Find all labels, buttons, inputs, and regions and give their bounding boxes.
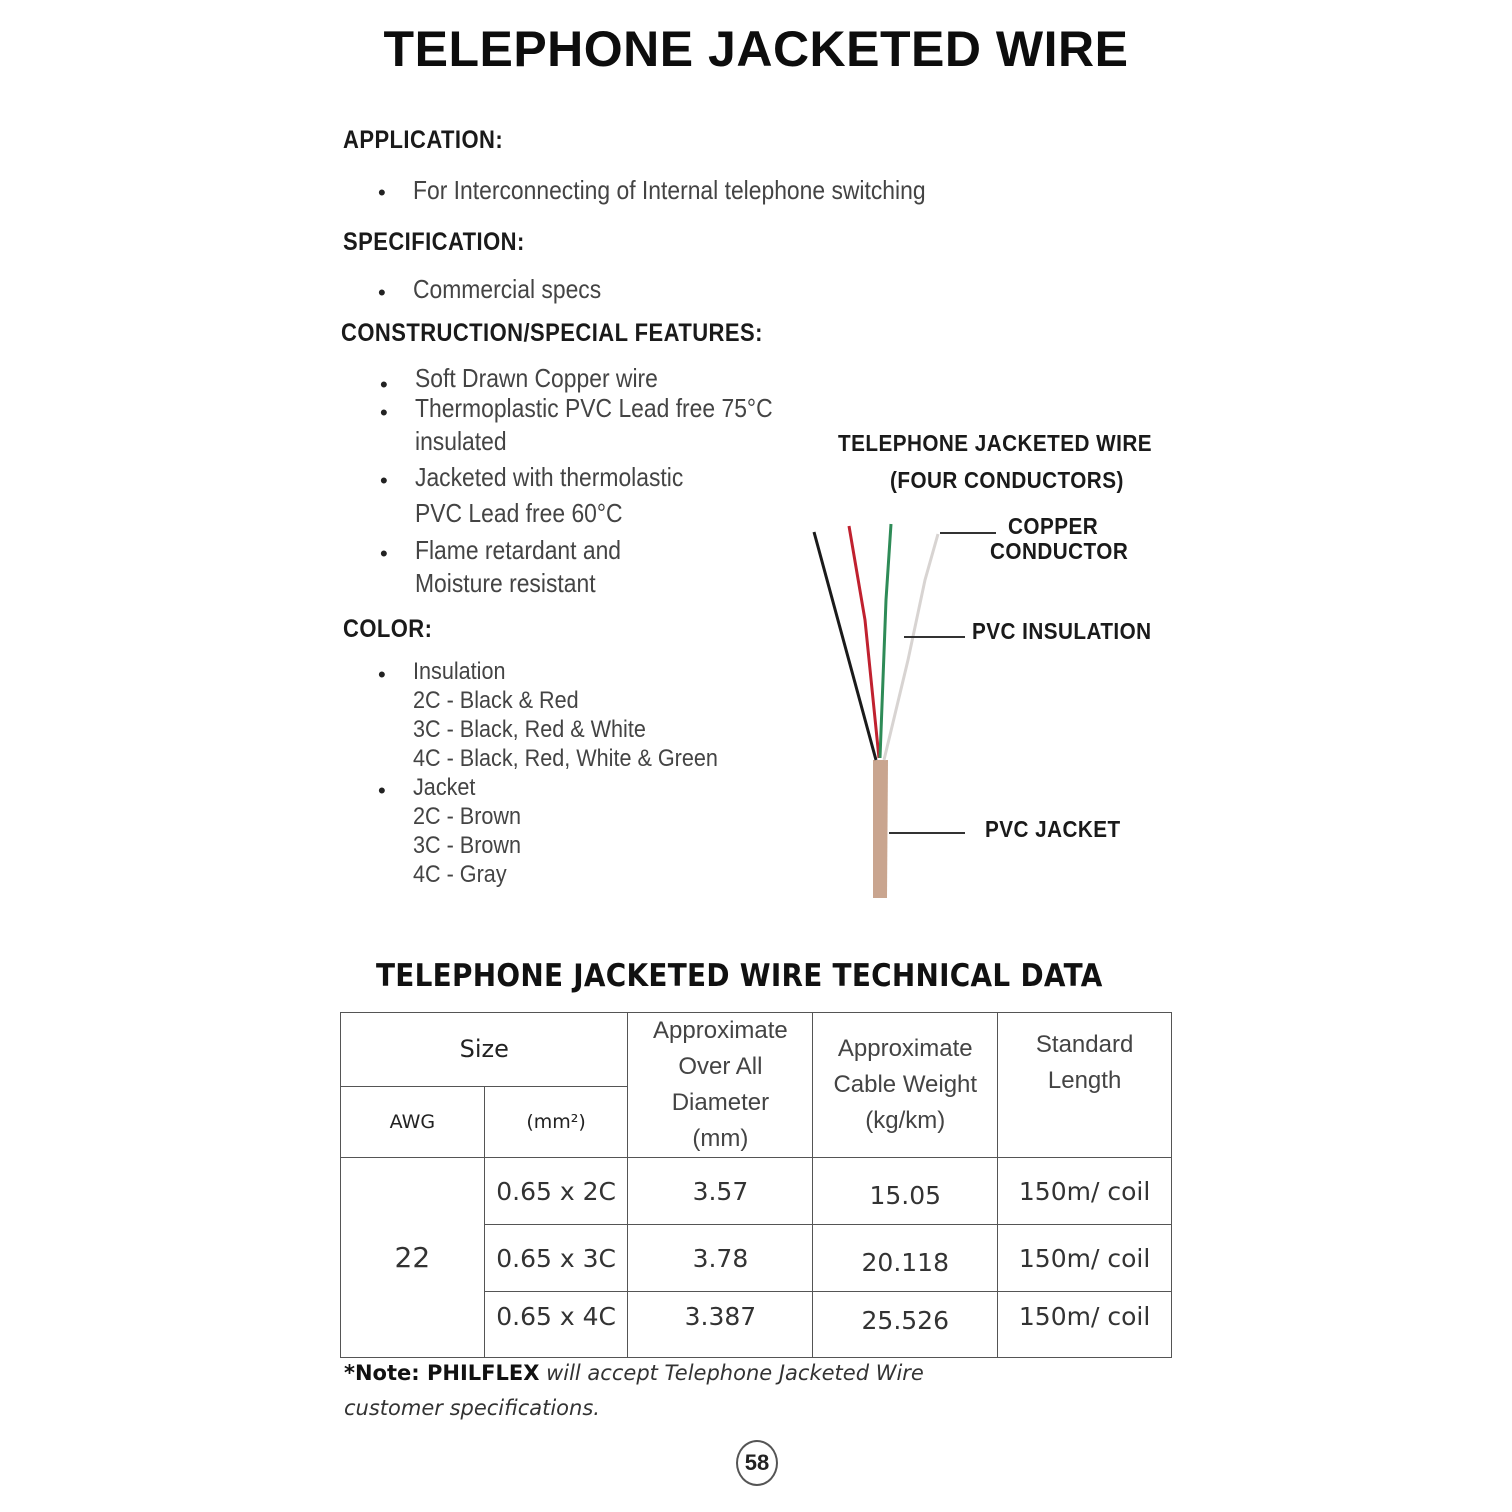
specification-item: Commercial specs: [413, 274, 602, 304]
awg-value: 22: [341, 1158, 485, 1358]
header-weight-line3: (kg/km): [865, 1107, 946, 1134]
cell-size: 0.65 x 3C: [484, 1225, 628, 1292]
header-length: [998, 1013, 1172, 1158]
header-diameter: [628, 1013, 813, 1158]
cell-length: 150m/ coil: [998, 1225, 1172, 1292]
header-weight-line2: Cable Weight: [833, 1071, 978, 1098]
bullet-icon: •: [380, 468, 388, 493]
header-diameter-line1: Approximate: [653, 1017, 788, 1044]
technical-data-title: TELEPHONE JACKETED WIRE TECHNICAL DATA: [376, 958, 1103, 994]
header-awg: AWG: [341, 1086, 485, 1157]
cell-size: 0.65 x 4C: [484, 1292, 628, 1358]
insulation-label: PVC INSULATION: [972, 618, 1152, 644]
header-diameter-line3: (mm): [692, 1125, 749, 1152]
construction-item: Jacketed with thermolastic: [415, 462, 684, 492]
wire-diagram-icon: [800, 510, 1000, 910]
header-length-line2: Length: [1047, 1067, 1122, 1094]
construction-item: Thermoplastic PVC Lead free 75°C: [415, 393, 773, 423]
cell-diameter: 3.57: [628, 1158, 813, 1225]
construction-item: Flame retardant and: [415, 535, 622, 565]
bullet-icon: •: [378, 180, 386, 205]
insulation-3c: 3C - Black, Red & White: [413, 716, 646, 743]
cell-weight: 15.05: [813, 1158, 998, 1225]
page-number: 58: [736, 1440, 778, 1486]
application-item: For Interconnecting of Internal telephone switching: [413, 175, 926, 205]
note-line2: customer specifications.: [344, 1396, 600, 1420]
header-diameter-line2: Over All Diameter: [671, 1053, 770, 1116]
bullet-icon: •: [378, 778, 386, 803]
cell-diameter: 3.78: [628, 1225, 813, 1292]
header-length-line1: Standard: [1035, 1031, 1134, 1058]
bullet-icon: •: [380, 541, 388, 566]
jacket-label: PVC JACKET: [985, 816, 1121, 842]
cell-diameter: 3.387: [628, 1292, 813, 1358]
jacket-3c: 3C - Brown: [413, 832, 522, 859]
note-prefix: *Note: PHILFLEX: [344, 1361, 540, 1385]
page-title: TELEPHONE JACKETED WIRE: [383, 21, 1129, 77]
bullet-icon: •: [378, 662, 386, 687]
jacket-colors: [413, 773, 521, 889]
bullet-icon: •: [380, 400, 388, 425]
jacket-label: Jacket: [413, 774, 476, 801]
insulation-4c: 4C - Black, Red, White & Green: [413, 745, 718, 772]
note-line1: will accept Telephone Jacketed Wire: [539, 1361, 924, 1385]
insulation-2c: 2C - Black & Red: [413, 687, 579, 714]
construction-item-cont: PVC Lead free 60°C: [415, 498, 623, 528]
header-size: Size: [341, 1013, 628, 1087]
cell-size: 0.65 x 2C: [484, 1158, 628, 1225]
header-mm2: (mm²): [484, 1086, 628, 1157]
diagram-title-line1: TELEPHONE JACKETED WIRE: [838, 430, 1152, 456]
header-weight-line1: Approximate: [837, 1035, 973, 1062]
copper-label-line2: CONDUCTOR: [990, 538, 1129, 564]
bullet-icon: •: [380, 372, 388, 397]
jacket-4c: 4C - Gray: [413, 861, 507, 888]
specification-heading: SPECIFICATION:: [343, 228, 525, 256]
diagram-title-line2: (FOUR CONDUCTORS): [890, 467, 1124, 493]
header-weight: [813, 1013, 998, 1158]
application-heading: APPLICATION:: [343, 126, 504, 154]
construction-heading: CONSTRUCTION/SPECIAL FEATURES:: [341, 319, 763, 347]
construction-item: Soft Drawn Copper wire: [415, 363, 658, 393]
copper-label-line1: COPPER: [1008, 513, 1099, 539]
technical-data-table: [340, 1012, 1172, 1358]
bullet-icon: •: [378, 280, 386, 305]
footnote: [344, 1356, 924, 1426]
jacket-2c: 2C - Brown: [413, 803, 522, 830]
construction-item-cont: insulated: [415, 426, 507, 456]
table-row: [341, 1158, 1172, 1225]
cell-length: 150m/ coil: [998, 1292, 1172, 1358]
cell-weight: 25.526: [813, 1292, 998, 1358]
cell-weight: 20.118: [813, 1225, 998, 1292]
insulation-label: Insulation: [413, 658, 506, 685]
insulation-colors: [413, 657, 718, 773]
color-heading: COLOR:: [343, 615, 433, 643]
construction-item-cont: Moisture resistant: [415, 568, 596, 598]
cell-length: 150m/ coil: [998, 1158, 1172, 1225]
